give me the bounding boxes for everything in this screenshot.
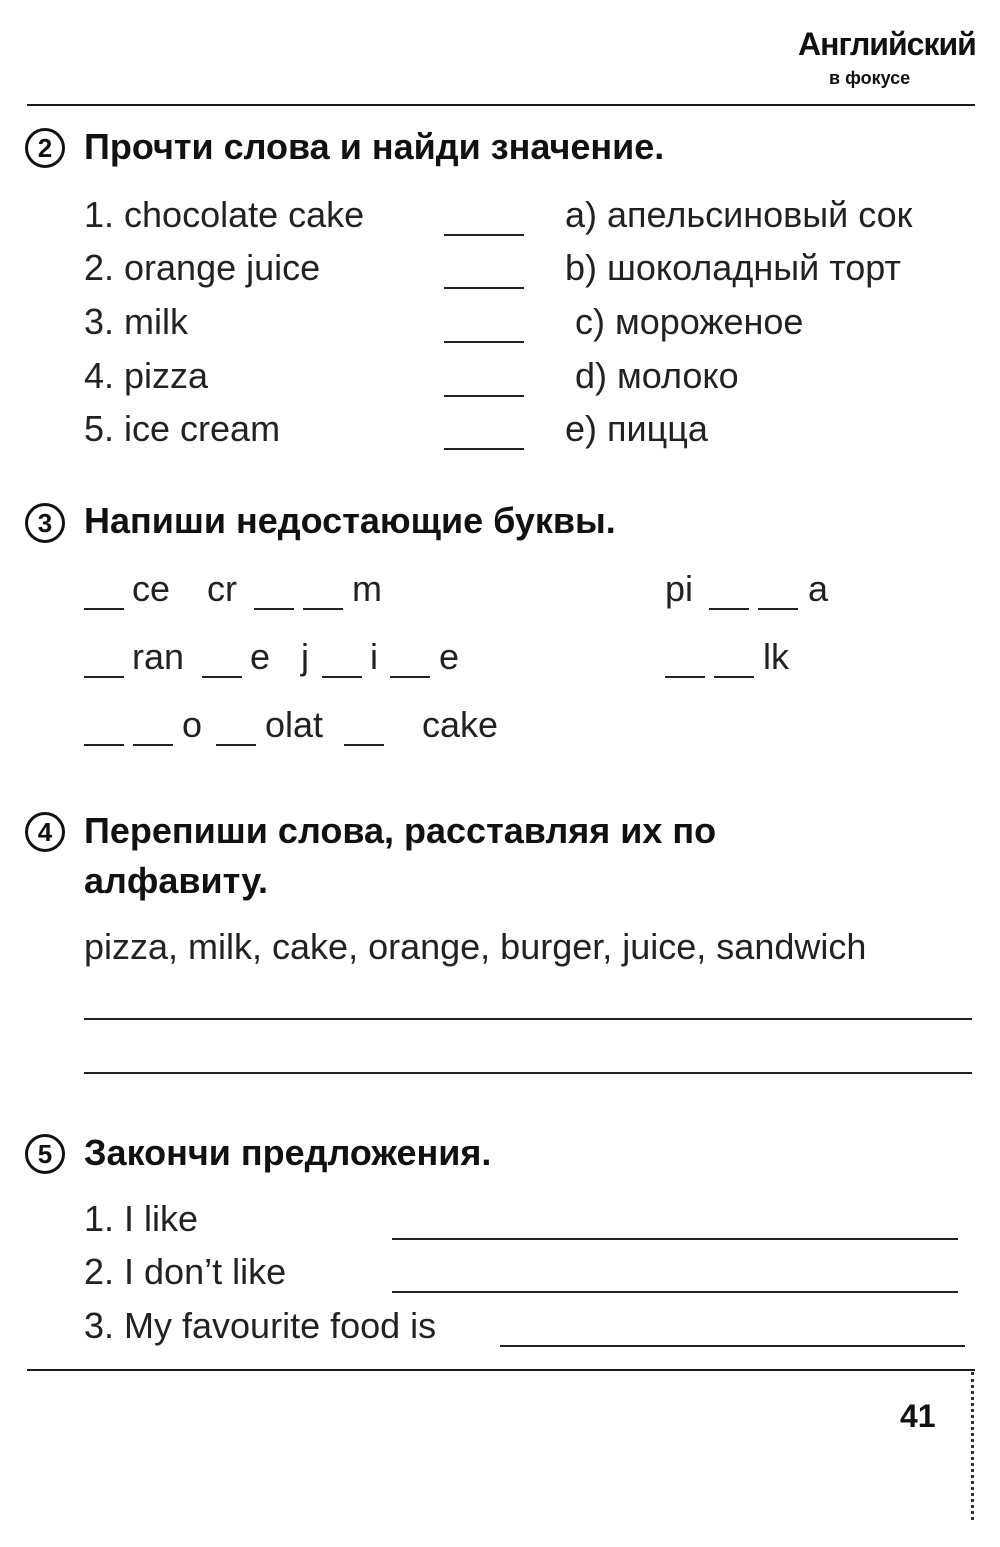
ex3-letter-blank[interactable] [303,608,343,610]
exercise-3-heading: Напиши недостающие буквы. [84,500,616,541]
ex5-sentence-2: 2. I don’t like [84,1251,287,1292]
exercise-4-heading-line-2: алфавиту. [84,860,269,901]
ex2-meaning-d: d) молоко [575,355,739,396]
ex3-fragment: ran [132,636,185,677]
ex5-sentence-1: 1. I like [84,1198,199,1239]
ex3-letter-blank[interactable] [84,744,124,746]
ex3-fragment: e [250,636,271,677]
exercise-number-5: 5 [25,1134,65,1174]
ex3-letter-blank[interactable] [84,676,124,678]
ex3-fragment: cr [207,568,237,609]
book-logo-title: Английский [798,26,976,62]
ex3-letter-blank[interactable] [254,608,294,610]
ex3-fragment: e [439,636,460,677]
ex2-word-5: 5. ice cream [84,408,281,449]
exercise-4-heading-line-1: Перепиши слова, расставляя их по [84,810,717,851]
ex3-fragment: olat [265,704,324,745]
ex3-fragment: a [808,568,829,609]
book-logo-subtitle: в фокусе [829,68,911,88]
ex3-letter-blank[interactable] [216,744,256,746]
ex5-answer-line-1[interactable] [392,1238,958,1240]
ex2-word-3: 3. milk [84,301,189,342]
ex3-letter-blank[interactable] [84,608,124,610]
page-number: 41 [900,1398,936,1434]
ex2-word-1: 1. chocolate cake [84,194,365,235]
ex2-answer-blank-1[interactable] [444,234,524,236]
exercise-5-heading: Закончи предложения. [84,1132,492,1173]
ex3-letter-blank[interactable] [758,608,798,610]
ex2-meaning-e: e) пицца [565,408,708,449]
ex2-word-4: 4. pizza [84,355,209,396]
ex2-answer-blank-5[interactable] [444,448,524,450]
ex3-letter-blank[interactable] [133,744,173,746]
ex3-fragment: lk [763,636,789,677]
ex3-letter-blank[interactable] [322,676,362,678]
ex3-letter-blank[interactable] [344,744,384,746]
ex3-fragment: cake [422,704,499,745]
ex4-word-list: pizza, milk, cake, orange, burger, juice, sandwich [84,926,867,967]
ex3-letter-blank[interactable] [665,676,705,678]
ex4-writing-line-1[interactable] [84,1018,972,1020]
ex5-sentence-3: 3. My favourite food is [84,1305,437,1346]
ex3-fragment: o [182,704,203,745]
ex3-fragment: j [301,636,309,677]
ex3-letter-blank[interactable] [202,676,242,678]
ex3-fragment: pi [665,568,694,609]
ex2-answer-blank-2[interactable] [444,287,524,289]
ex4-writing-line-2[interactable] [84,1072,972,1074]
ex2-word-2: 2. orange juice [84,247,321,288]
exercise-2-heading: Прочти слова и найди значение. [84,126,665,167]
ex3-letter-blank[interactable] [714,676,754,678]
page-edge-dotted-border [971,1372,974,1520]
ex5-answer-line-2[interactable] [392,1291,958,1293]
ex3-fragment: m [352,568,382,609]
exercise-number-3: 3 [25,503,65,543]
ex2-meaning-c: c) мороженое [575,301,804,342]
ex2-meaning-b: b) шоколадный торт [565,247,902,288]
ex2-answer-blank-3[interactable] [444,341,524,343]
exercise-number-2: 2 [25,128,65,168]
ex2-answer-blank-4[interactable] [444,395,524,397]
ex3-fragment: ce [132,568,171,609]
ex2-meaning-a: a) апельсиновый сок [565,194,913,235]
ex3-letter-blank[interactable] [709,608,749,610]
ex3-letter-blank[interactable] [390,676,430,678]
top-rule [27,104,975,106]
bottom-rule [27,1369,975,1371]
ex3-fragment: i [370,636,378,677]
exercise-number-4: 4 [25,812,65,852]
ex5-answer-line-3[interactable] [500,1345,965,1347]
